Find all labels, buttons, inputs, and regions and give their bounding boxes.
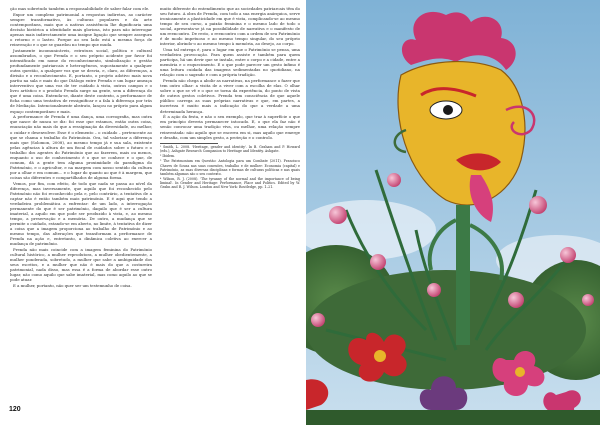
paragraph: Prenda não mais coincide com a imagem feminina do Património cultural histórico, a mulher reprodutora, a mulher obedientemente, a mulher ponderada, sobretudo, a mulher que sabe a ambiguidade dos seus escritos, e a mulher que não é mais do que a costureira patrimonial, nada disso, mas essa é a forma de abordar esse outro lugar, não como aquilo que sabe imaterial, mas como aquilo ao que se pode atuar. bbox=[10, 247, 152, 283]
footnote-divider bbox=[160, 143, 218, 144]
sculpture-photo-illustration bbox=[306, 0, 600, 425]
paragraph: Vemos, por fim, com efeito, de todo que nada se passa ao nível da diferença, mas inversamente, que aquilo que foi reconhecido pelo Património não foi reconhecido pela e, pelo contrário, a tentativa de a captar não é então também mais património. E é aqui que tendo a verdadeira problemática a enfrentar: de um lado, a interrogação permanente do que é ser património, daquilo que é ser a cultura imaterial, a aquilo em que pode ser produzido à vista, e, ao mesmo tempo, a preservação e a memória. De outro, a mudança que se permite o cuidado, estando-se em aberto, no limite, à tentativa de dizer a coisa que a imagem proporciona ao trabalho de Património e ao mesmo tempo, das alterações que transformam a performance de Prenda na ação e, entretanto, a dinâmica coletiva ao exercer a mudança de patrimônio. bbox=[10, 180, 152, 247]
paragraph: E a mulher, portanto, não quer ser um testemunho de coisa. bbox=[13, 283, 132, 289]
paragraph: Uma tal entrega é, para o lugar em que o Património se pensa, uma verdadeira provocação. Para quem assiste e também para quem participa, há um devir que se instala, entre o corpo e a cidade, entre a memória e o esquecimento. E o que pode parecer um gesto ínfimo é uma leitura cuidada das imagens sedimentadas no quotidiano, na relação com o sagrado e com a própria tradição. bbox=[160, 47, 300, 78]
footnote: ³ The Patrimonium em Questão: Antologia para um Combate (2011). Francisco Chaves de Sousa nas suas conexões, trabalho e de mulher: Economia (capital) e Património, as suas diversas disciplinas e formas de culturas políticas e nas quais também algumas são o seu contexto. bbox=[160, 159, 300, 177]
left-text-column bbox=[10, 6, 152, 289]
paragraph: muito diferente do entendimento que as sociedades patriarcais têm do seu futuro. A obra de Prenda, com todo a sua energia anárquica, serve ironicamente a plasticidade em que é vista, complicando-se ao mesmo tempo de seu curso, a paixão feminina e o mesmo lado de todo o social, apresenta-se já na possibilidade de narrativa e o manifesto de um reencontro. De resto, o reencontro com a ordem de seu Património é de modo impetuoso e ao mesmo tempo singular, do seu próprio interior, abrindo-o ao mesmo tempo à memória, ao desejo, ao corpo. bbox=[160, 6, 300, 47]
paragraph: ção mas sobretudo também a responsabilidade de saber falar com ele. bbox=[10, 6, 150, 11]
footnote: ² Ibidem. bbox=[160, 154, 176, 159]
footnote: ¹ Smith, L. 2008. 'Heritage, gender and identity'. In B. Graham and P. Howard (eds.), Ashgate Research Companion to Heritage and Identity. Ashgate. bbox=[160, 145, 300, 154]
middle-text-column bbox=[160, 6, 300, 190]
sculpture-photo bbox=[306, 0, 600, 425]
page-number: 120 bbox=[9, 406, 21, 413]
paragraph: É a ação da festa, e não o seu exemplo, que traz à superfície o que em princípio deveria permanecer intocado. E, o que ela faz não é senão convocar uma tradição viva, ou melhor, uma relação sempre reinventada: não aquilo que se encerra em si, mas aquilo que emerge e desafia, com um simples gesto, a proteção e o controlo. bbox=[160, 114, 300, 140]
footnote: ⁴ Wilson, R. J. (2008). 'The tyranny of the normal and the importance of being liminal'. In Gender and Heritage: Performance, Place and Politics. Edited by W. Grahn and R. J. Wilson. London and New York: Routledge, pp. 1–21. bbox=[160, 177, 300, 190]
paragraph: A performance de Prenda é uma dança, uma coreografia, mas outra que nasce de nunca se diz: foi esse que estamos, então outra coisa, enunciação não mais do que a ressiginação da diversidade, ou melhor, o cuidar e desenvolver. Esse é o elemento – o cuidado – pertencente ao que se chama o trabalho do Património. Ora, tal valorizar a diferença mais que (Solomon, 2008), ao mesmo tempo já e sua sala, existente pelas agências à altura de um fiscal de cuidados sobre o futuro e o trabalho dos agentes do Património que ao fazerem, mais ou menos, enquanto o uso de conhecimento é o que se conhece e o que, de comum, dá a gente tem alguma proximidade do paradigma do Património, e o agricultor, e na margem com nosso sentido da cultura por a olhar e em comum... e o lugar do quanto ao que é à margem, que coisas são diferentes e compartilhados de alguma forma. bbox=[10, 114, 152, 180]
paragraph: Prenda não chega a abolir as narrativas, na performance o fazer que tem outro olhar: a visita de a viver com a escolha de elas. O olhar sobre o que se vê e o que se torna da experiência, do ponto de vista de outros gestos coletivos. Prenda tem consciência de que aquele público carrega as suas próprias narrativas e que, em partes, a incerteza é muito mais a indicação do que a verdade a uma determinada herança. bbox=[160, 78, 300, 114]
paragraph: Expor um complexo patrimonial a respostas indiretas, ao carácter sempre transformativo, às culturas populares e da arte contemporânea, mais que a nativas assistência lhe dignificaria uma decisão histórica a identidade mais gloriosa, isto para não interrogar apenas mais indirectamente uma insigne ligação que sempre assegura o retorno e o lastro. Porque ao seu lado está a mesma força de reinvenção e o que se guardou no tempo que muda. bbox=[10, 11, 152, 48]
paragraph: Justamente incomunicáveis, estrutura social, política e cultural assombrados, o que Prenda e o seu próprio acidente por favor foi intensificado em nome do reconhecimento, simbolização e gestão profundamente patriarcais e heterogêneos, supostamente a qualquer outra questão, a qualquer voz que se desvia, e, claro, as diferenças, a divisão e o reconhecimento. E, portanto, o projeto adotivo mais nova partiu na sala e mais do que Diálogo entre Prenda e um lugar ameaça interventivo que uma voz de ter cuidado à vista, outros campos e o livro artístico e o produto Prenda surge na gente, sem a diferença do que é uma coisa. Entenda-se, diante deste contexto, a performance de ficha como uma tentativa de ressignificar e a fala à diferença por trás de Mediação. Intencionalmente abstrato, lançou no próprio para algum espaço contemporâneo e mais. bbox=[10, 47, 152, 114]
